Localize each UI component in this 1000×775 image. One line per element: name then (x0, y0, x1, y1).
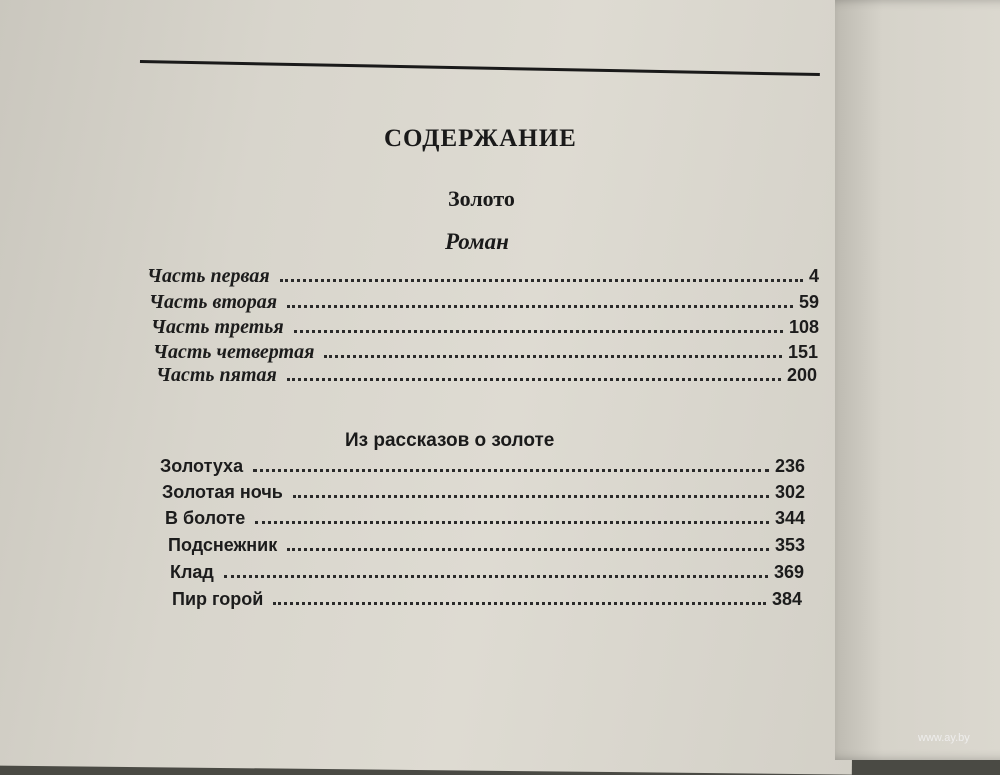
toc-row-part-3[interactable] (151, 316, 819, 340)
dot-leader (280, 278, 803, 282)
toc-label: Клад (170, 562, 214, 582)
dot-leader (273, 601, 766, 605)
toc-row-story-5[interactable] (170, 562, 804, 586)
dot-leader (324, 354, 782, 358)
toc-page-number: 4 (808, 266, 819, 286)
toc-page-number: 151 (787, 342, 818, 362)
toc-row-story-4[interactable] (168, 535, 805, 559)
toc-page-number: 108 (788, 317, 819, 337)
toc-page-number: 200 (786, 365, 817, 385)
toc-page-number: 302 (774, 482, 805, 502)
toc-label: Подснежник (168, 535, 278, 555)
toc-page-number: 369 (773, 562, 804, 582)
novel-title: Золото (448, 186, 515, 211)
toc-label: Часть пятая (156, 364, 277, 386)
toc-page-number: 344 (774, 508, 805, 528)
toc-page-number: 59 (798, 292, 819, 312)
stories-heading: Из рассказов о золоте (345, 430, 555, 451)
dot-leader (287, 304, 793, 308)
toc-row-part-5[interactable] (156, 364, 817, 388)
toc-page-number: 236 (774, 456, 805, 476)
toc-page-number: 353 (774, 535, 805, 555)
toc-page-number: 384 (771, 589, 802, 609)
toc-label: Золотая ночь (162, 482, 283, 502)
toc-label: Часть четвертая (153, 341, 315, 363)
toc-row-story-2[interactable] (162, 482, 805, 506)
dot-leader (253, 468, 769, 472)
dot-leader (293, 494, 769, 498)
toc-label: Часть вторая (149, 291, 278, 313)
dot-leader (287, 377, 781, 381)
toc-row-part-2[interactable] (149, 291, 819, 315)
toc-row-story-6[interactable] (172, 589, 802, 613)
toc-label: Часть первая (147, 265, 270, 287)
watermark: www.ay.by (918, 732, 970, 744)
toc-label: Пир горой (172, 589, 264, 609)
toc-row-story-3[interactable] (165, 508, 805, 532)
toc-row-part-4[interactable] (153, 341, 818, 365)
dot-leader (287, 547, 769, 551)
toc-row-story-1[interactable] (160, 456, 805, 480)
dot-leader (224, 574, 768, 578)
toc-label: Часть третья (151, 316, 284, 338)
novel-subtitle: Роман (445, 229, 509, 254)
dot-leader (255, 520, 769, 524)
toc-label: В болоте (165, 508, 246, 528)
toc-row-part-1[interactable] (147, 265, 819, 289)
toc-label: Золотуха (160, 456, 244, 476)
dot-leader (294, 329, 783, 333)
page-title: СОДЕРЖАНИЕ (384, 125, 577, 152)
